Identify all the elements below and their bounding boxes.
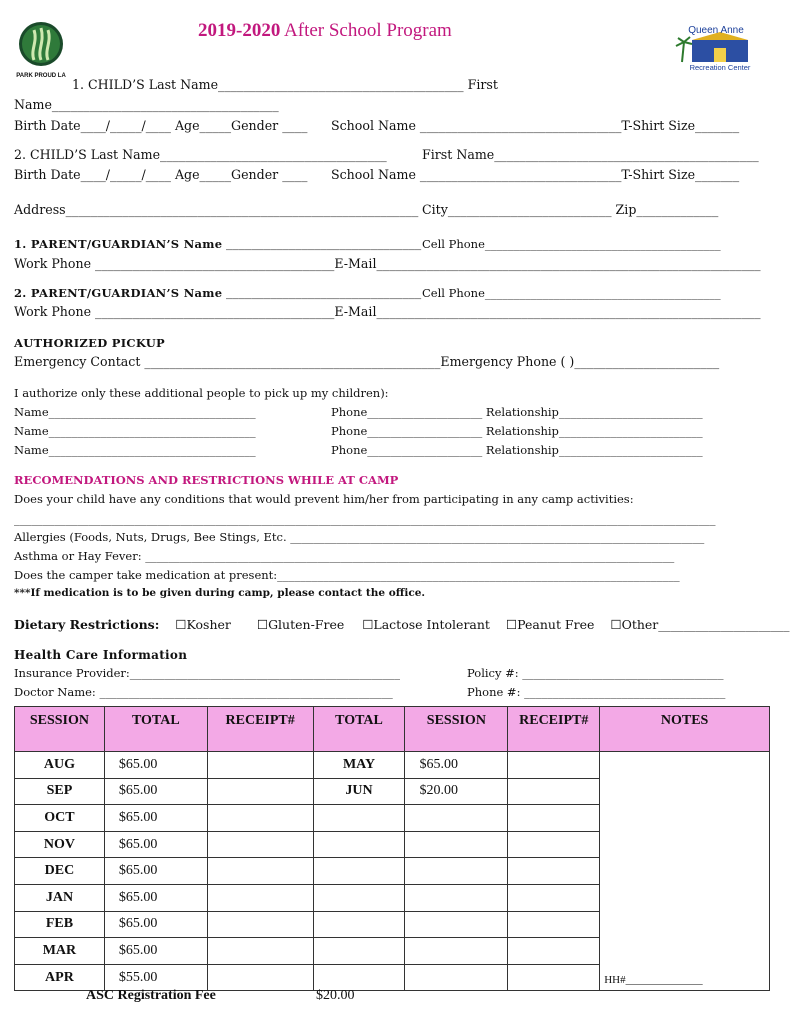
receipt-cell[interactable] (508, 752, 600, 779)
session-cell (313, 805, 405, 832)
session-cell (313, 831, 405, 858)
page-title (198, 20, 452, 42)
city-zip-field[interactable]: City__________________________ Zip_____________ (422, 202, 719, 217)
session-cell (313, 938, 405, 965)
pickup-name-field[interactable]: Name____________________________________ (14, 443, 256, 457)
logo-caption: PARK PROUD LA (16, 73, 66, 79)
total-cell: $65.00 (104, 805, 207, 832)
child2-school-tshirt-field[interactable]: School Name ________________________________T-Shirt Size_______ (331, 167, 740, 182)
col-header: RECEIPT# (508, 707, 600, 752)
receipt-cell[interactable] (207, 911, 313, 938)
total-cell (405, 884, 508, 911)
parent1-cell-field[interactable]: Cell Phone_________________________________________ (422, 237, 721, 251)
child1-name-field[interactable]: Name____________________________________ (14, 97, 279, 112)
pickup-heading: AUTHORIZED PICKUP (14, 336, 166, 350)
session-cell: JAN (15, 884, 105, 911)
session-cell: MAY (313, 752, 405, 779)
medication-field[interactable]: Does the camper take medication at present:______________________________________________________________________ (14, 568, 680, 582)
child2-first-name-field[interactable]: First Name__________________________________________ (422, 147, 759, 162)
total-cell (405, 858, 508, 885)
receipt-cell[interactable] (207, 831, 313, 858)
total-cell: $65.00 (104, 884, 207, 911)
allergies-field[interactable]: Allergies (Foods, Nuts, Drugs, Bee Stings, Etc. ________________________________________________________________________ (14, 530, 705, 544)
parent2-work-email-field[interactable]: Work Phone ______________________________________E-Mail_____________________________________________________________ (14, 304, 761, 319)
total-cell: $65.00 (104, 831, 207, 858)
authorize-text: I authorize only these additional people to pick up my children): (14, 386, 389, 400)
title-text: After School Program (280, 20, 452, 41)
receipt-cell[interactable] (207, 938, 313, 965)
session-cell: SEP (15, 778, 105, 805)
logo-line1: Queen Anne (688, 25, 744, 36)
total-cell (405, 938, 508, 965)
pickup-name-field[interactable]: Name____________________________________ (14, 424, 256, 438)
total-cell: $55.00 (104, 964, 207, 991)
title-year: 2019-2020 (198, 20, 281, 41)
parent2-label: 2. PARENT/GUARDIAN’S Name (14, 286, 223, 300)
registration-fee-label: ASC Registration Fee (86, 988, 216, 1003)
child1-last-first-field[interactable]: 1. CHILD’S Last Name_______________________________________ First (72, 77, 498, 92)
pickup-phone-field[interactable]: Phone____________________ Relationship_________________________ (331, 424, 703, 438)
session-cell (313, 884, 405, 911)
fee-table (14, 706, 770, 991)
checkbox-lactose-intolerant[interactable]: ☐Lactose Intolerant (362, 617, 490, 632)
child1-school-tshirt-field[interactable]: School Name ________________________________T-Shirt Size_______ (331, 118, 740, 133)
dietary-label: Dietary Restrictions: (14, 617, 160, 632)
receipt-cell[interactable] (508, 858, 600, 885)
insurance-field[interactable]: Insurance Provider:_______________________________________________ (14, 666, 401, 680)
session-cell (313, 858, 405, 885)
receipt-cell[interactable] (508, 964, 600, 991)
checkbox-kosher[interactable]: ☐Kosher (175, 617, 231, 632)
registration-fee-value: $20.00 (316, 988, 355, 1003)
doctor-phone-field[interactable]: Phone #: ___________________________________ (467, 685, 726, 699)
table-row (15, 752, 770, 779)
session-cell: OCT (15, 805, 105, 832)
parent2-name-field[interactable]: _______________________________ (226, 284, 422, 299)
session-cell: JUN (313, 778, 405, 805)
pickup-name-field[interactable]: Name____________________________________ (14, 405, 256, 419)
receipt-cell[interactable] (508, 938, 600, 965)
checkbox-other[interactable]: ☐Other_____________________ (610, 617, 790, 632)
receipt-cell[interactable] (207, 805, 313, 832)
medication-note: ***If medication is to be given during camp, please contact the office. (14, 587, 426, 599)
total-cell: $65.00 (104, 858, 207, 885)
col-header: NOTES (600, 707, 770, 752)
option-label: Kosher (186, 617, 231, 632)
total-cell (405, 805, 508, 832)
option-label: Lactose Intolerant (373, 617, 490, 632)
receipt-cell[interactable] (207, 964, 313, 991)
option-label: Peanut Free (517, 617, 595, 632)
total-cell (405, 911, 508, 938)
option-label: Gluten-Free (268, 617, 345, 632)
total-cell: $65.00 (104, 911, 207, 938)
park-proud-la-logo (16, 20, 66, 80)
conditions-question: Does your child have any conditions that would prevent him/her from participating in any camp activities: (14, 492, 634, 506)
total-cell: $20.00 (405, 778, 508, 805)
receipt-cell[interactable] (207, 858, 313, 885)
health-heading: Health Care Information (14, 648, 188, 662)
child2-birth-age-gender-field[interactable]: Birth Date____/_____/____ Age_____Gender ____ (14, 167, 308, 182)
queen-anne-recreation-logo (672, 24, 756, 72)
receipt-cell[interactable] (508, 805, 600, 832)
asthma-field[interactable]: Asthma or Hay Fever: ____________________________________________________________________________________________ (14, 549, 675, 563)
logo-line2: Recreation Center (689, 63, 751, 72)
session-cell: NOV (15, 831, 105, 858)
col-header: SESSION (15, 707, 105, 752)
policy-field[interactable]: Policy #: ___________________________________ (467, 666, 724, 680)
checkbox-peanut-free[interactable]: ☐Peanut Free (505, 617, 595, 632)
emergency-contact-field[interactable]: Emergency Contact _______________________________________________Emergency Phone ( )_______________________ (14, 354, 720, 369)
child1-birth-age-gender-field[interactable]: Birth Date____/_____/____ Age_____Gender ____ (14, 118, 308, 133)
parent1-work-email-field[interactable]: Work Phone ______________________________________E-Mail_____________________________________________________________ (14, 256, 761, 271)
parent2-cell-field[interactable]: Cell Phone_________________________________________ (422, 286, 721, 300)
pickup-phone-field[interactable]: Phone____________________ Relationship_________________________ (331, 443, 703, 457)
session-cell: MAR (15, 938, 105, 965)
col-header: TOTAL (313, 707, 405, 752)
parent1-name-field[interactable]: _______________________________ (226, 235, 422, 250)
checkbox-gluten-free[interactable]: ☐Gluten-Free (256, 617, 345, 632)
receipt-cell[interactable] (207, 752, 313, 779)
total-cell: $65.00 (104, 752, 207, 779)
doctor-field[interactable]: Doctor Name: ___________________________________________________ (14, 685, 393, 699)
option-label: Other_____________________ (621, 617, 790, 632)
restrictions-heading: RECOMENDATIONS AND RESTRICTIONS WHILE AT CAMP (14, 473, 399, 487)
col-header: RECEIPT# (207, 707, 313, 752)
session-cell: APR (15, 964, 105, 991)
parent1-label: 1. PARENT/GUARDIAN’S Name (14, 237, 223, 251)
child2-last-name-field[interactable]: 2. CHILD’S Last Name____________________________________ (14, 147, 387, 162)
receipt-cell[interactable] (508, 778, 600, 805)
receipt-cell[interactable] (508, 884, 600, 911)
session-cell: FEB (15, 911, 105, 938)
total-cell: $65.00 (405, 752, 508, 779)
receipt-cell[interactable] (207, 778, 313, 805)
address-field[interactable]: Address________________________________________________________ (14, 202, 419, 217)
dietary-row (14, 617, 790, 632)
notes-cell[interactable] (600, 752, 770, 991)
receipt-cell[interactable] (508, 911, 600, 938)
receipt-cell[interactable] (508, 831, 600, 858)
total-cell (405, 964, 508, 991)
session-cell (313, 964, 405, 991)
session-cell: AUG (15, 752, 105, 779)
total-cell: $65.00 (104, 938, 207, 965)
session-cell: DEC (15, 858, 105, 885)
col-header: SESSION (405, 707, 508, 752)
pickup-phone-field[interactable]: Phone____________________ Relationship_________________________ (331, 405, 703, 419)
conditions-field[interactable]: __________________________________________________________________________________________________________________________ (14, 512, 716, 526)
col-header: TOTAL (104, 707, 207, 752)
session-cell (313, 911, 405, 938)
table-header-row (15, 707, 770, 752)
total-cell (405, 831, 508, 858)
hh-field[interactable]: HH#______________ (604, 974, 703, 987)
receipt-cell[interactable] (207, 884, 313, 911)
total-cell: $65.00 (104, 778, 207, 805)
